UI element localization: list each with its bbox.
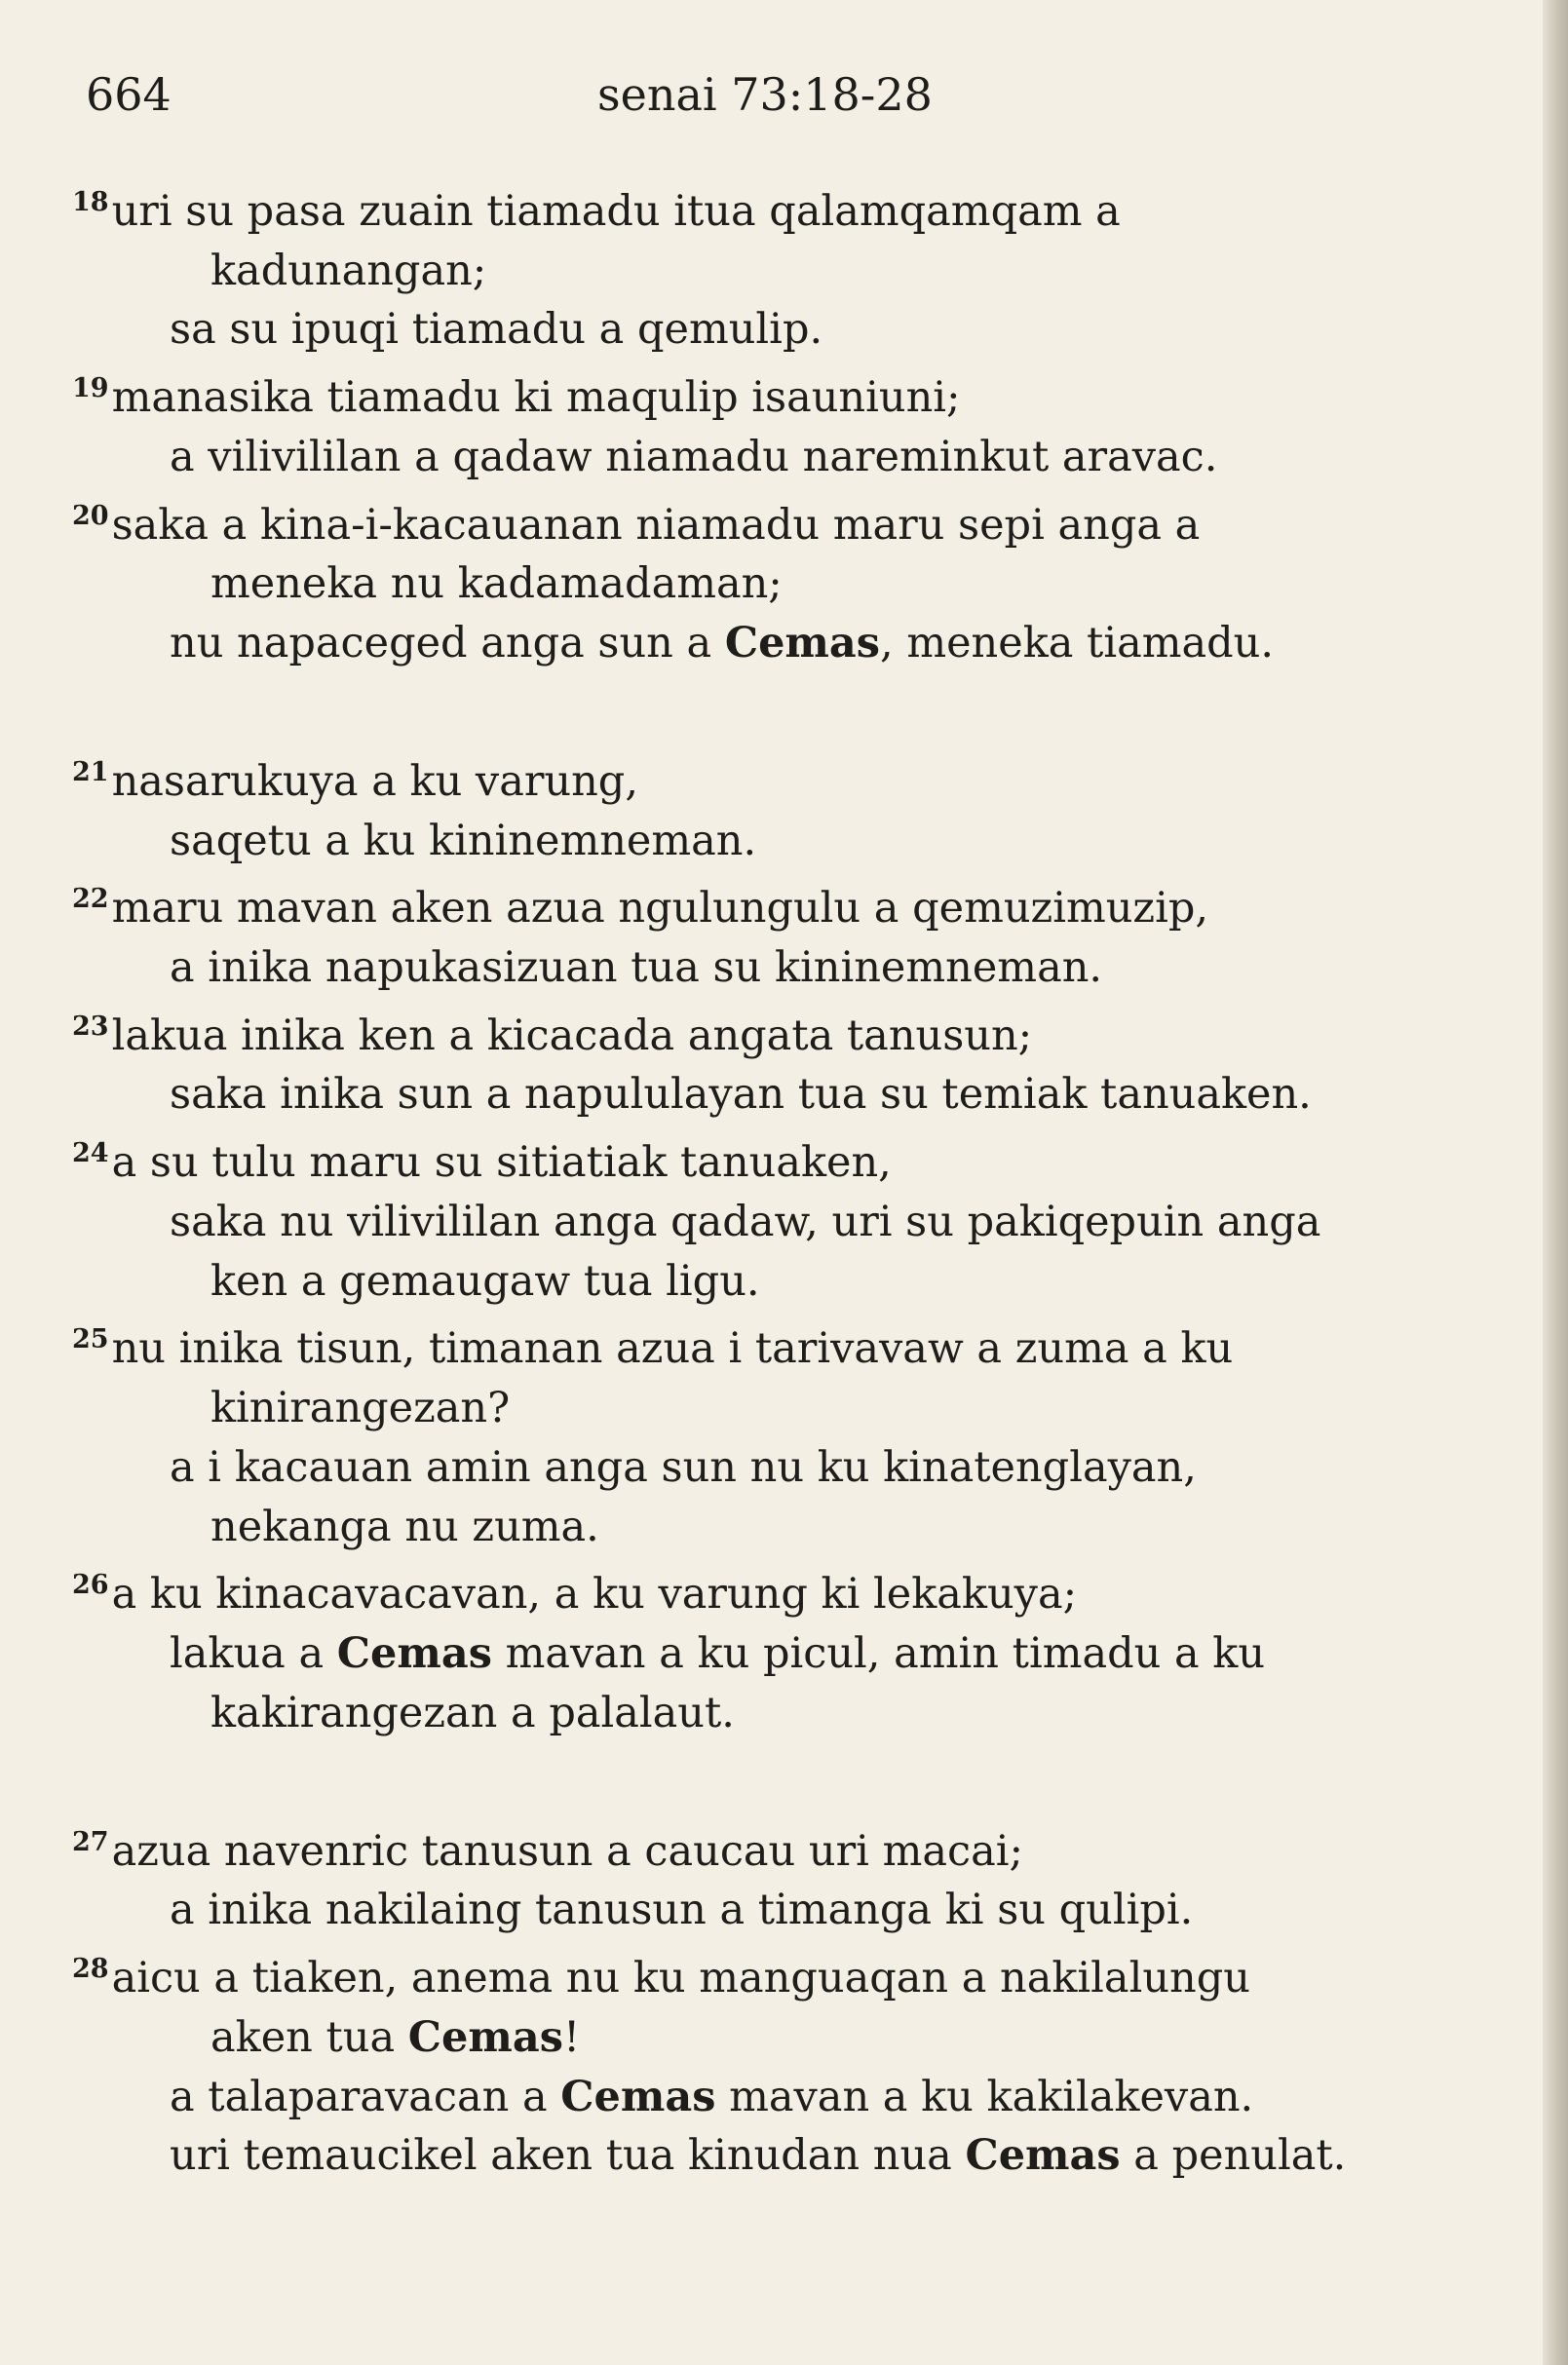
verse-text: kinirangezan? bbox=[210, 1384, 511, 1433]
stanza bbox=[72, 744, 1394, 1743]
verse-number: 24 bbox=[72, 1138, 109, 1169]
verse-text: mavan a ku kakilakevan. bbox=[715, 2072, 1254, 2121]
verse-line bbox=[72, 870, 1394, 938]
verse-number: 25 bbox=[72, 1324, 109, 1355]
verse-line bbox=[127, 2126, 1394, 2186]
verse-text: aken tua bbox=[210, 2012, 408, 2062]
verse-number: 19 bbox=[72, 373, 109, 404]
verse-text: aicu a tiaken, anema nu ku manguaqan a nakilalungu bbox=[111, 1954, 1250, 2003]
verse-text: nasarukuya a ku varung, bbox=[111, 756, 638, 806]
verse-text: nu napaceged anga sun a bbox=[170, 619, 725, 668]
stanza bbox=[72, 173, 1394, 673]
verse-number: 18 bbox=[72, 187, 109, 217]
verse-text: saka inika sun a napululayan tua su temiak tanuaken. bbox=[170, 1070, 1312, 1120]
verse-text: maru mavan aken azua ngulungulu a qemuzimuzip, bbox=[111, 884, 1209, 934]
verse-number: 27 bbox=[72, 1826, 109, 1857]
divine-name: Cemas bbox=[965, 2131, 1121, 2181]
verse-22 bbox=[72, 870, 1394, 997]
verse-line bbox=[127, 1684, 1394, 1743]
verse-text: lakua inika ken a kicacada angata tanusun; bbox=[111, 1011, 1033, 1060]
verse-text: saqetu a ku kininemneman. bbox=[170, 816, 757, 865]
verse-text: saka a kina-i-kacauanan niamadu maru sepi anga a bbox=[111, 500, 1201, 550]
verse-text: lakua a bbox=[170, 1629, 337, 1679]
verse-line bbox=[127, 614, 1394, 673]
verse-text: azua navenric tanusun a caucau uri macai; bbox=[111, 1826, 1023, 1876]
divine-name: Cemas bbox=[724, 619, 880, 668]
verse-line bbox=[127, 812, 1394, 871]
verse-text: a inika napukasizuan tua su kininemneman. bbox=[170, 942, 1103, 992]
verse-number: 23 bbox=[72, 1011, 109, 1042]
verse-line bbox=[127, 1438, 1394, 1498]
verse-line bbox=[127, 1881, 1394, 1940]
verse-text: a inika nakilaing tanusun a timanga ki su qulipi. bbox=[170, 1886, 1194, 1935]
verse-line bbox=[72, 360, 1394, 428]
verse-line bbox=[127, 2068, 1394, 2127]
stanza-gap bbox=[127, 1743, 1394, 1813]
verse-line bbox=[72, 1556, 1394, 1624]
verse-19 bbox=[72, 360, 1394, 486]
verse-text: , meneka tiamadu. bbox=[880, 619, 1275, 668]
verse-18 bbox=[72, 173, 1394, 360]
verse-line bbox=[127, 1065, 1394, 1125]
verse-text: mavan a ku picul, amin timadu a ku bbox=[491, 1629, 1266, 1679]
stanza-gap bbox=[127, 673, 1394, 744]
verse-text: uri temaucikel aken tua kinudan nua bbox=[170, 2131, 966, 2181]
verse-text: a penulat. bbox=[1120, 2131, 1347, 2181]
verse-line bbox=[72, 998, 1394, 1066]
divine-name: Cemas bbox=[407, 2012, 563, 2062]
verse-line bbox=[127, 2008, 1394, 2068]
verse-line bbox=[127, 1193, 1394, 1252]
page-edge bbox=[1543, 0, 1568, 2365]
verse-line bbox=[72, 1813, 1394, 1882]
verse-text: kakirangezan a palalaut. bbox=[210, 1688, 735, 1737]
verse-line bbox=[127, 300, 1394, 360]
verse-21 bbox=[72, 744, 1394, 870]
verse-line bbox=[127, 1379, 1394, 1438]
verse-text: a talaparavacan a bbox=[170, 2072, 561, 2121]
verse-text: sa su ipuqi tiamadu a qemulip. bbox=[170, 305, 823, 355]
running-head: senai 73:18-28 bbox=[597, 68, 933, 121]
verse-line bbox=[72, 1311, 1394, 1379]
verse-20 bbox=[72, 487, 1394, 673]
verse-23 bbox=[72, 998, 1394, 1125]
verse-text: meneka nu kadamadaman; bbox=[210, 559, 783, 609]
verse-text: saka nu vilivililan anga qadaw, uri su pakiqepuin anga bbox=[170, 1197, 1321, 1246]
verse-line bbox=[72, 487, 1394, 555]
verse-line bbox=[72, 173, 1394, 242]
verse-text: kadunangan; bbox=[210, 246, 487, 295]
verse-26 bbox=[72, 1556, 1394, 1742]
verse-line bbox=[72, 1125, 1394, 1193]
verse-number: 28 bbox=[72, 1954, 109, 1985]
verse-line bbox=[127, 938, 1394, 998]
verse-text: uri su pasa zuain tiamadu itua qalamqamqam a bbox=[111, 186, 1121, 236]
divine-name: Cemas bbox=[560, 2072, 716, 2121]
verse-28 bbox=[72, 1940, 1394, 2186]
verse-text: ! bbox=[562, 2012, 581, 2062]
verse-text: ken a gemaugaw tua ligu. bbox=[210, 1256, 760, 1306]
verse-line bbox=[72, 1940, 1394, 2008]
verse-line bbox=[127, 1498, 1394, 1557]
verse-24 bbox=[72, 1125, 1394, 1311]
verse-number: 21 bbox=[72, 756, 109, 787]
page-header bbox=[86, 58, 1451, 127]
verse-text: nekanga nu zuma. bbox=[210, 1502, 599, 1551]
verse-number: 22 bbox=[72, 884, 109, 915]
verse-text: a su tulu maru su sitiatiak tanuaken, bbox=[111, 1138, 892, 1188]
verse-number: 26 bbox=[72, 1570, 109, 1601]
verse-line bbox=[127, 554, 1394, 614]
verse-text: a i kacauan amin anga sun nu ku kinatenglayan, bbox=[170, 1442, 1197, 1492]
verse-text: a ku kinacavacavan, a ku varung ki lekakuya; bbox=[111, 1570, 1078, 1620]
verse-text: a vilivililan a qadaw niamadu nareminkut aravac. bbox=[170, 432, 1218, 481]
psalm-text bbox=[72, 173, 1394, 2186]
divine-name: Cemas bbox=[336, 1629, 492, 1679]
verse-27 bbox=[72, 1813, 1394, 1940]
verse-line bbox=[127, 428, 1394, 487]
verse-line bbox=[72, 744, 1394, 812]
verse-line bbox=[127, 1252, 1394, 1312]
verse-text: manasika tiamadu ki maqulip isauniuni; bbox=[111, 373, 961, 423]
verse-line bbox=[127, 1624, 1394, 1684]
verse-text: nu inika tisun, timanan azua i tarivavaw a zuma a ku bbox=[111, 1324, 1234, 1374]
page-number: 664 bbox=[86, 68, 172, 121]
stanza bbox=[72, 1813, 1394, 2186]
verse-number: 20 bbox=[72, 500, 109, 531]
verse-25 bbox=[72, 1311, 1394, 1556]
verse-line bbox=[127, 242, 1394, 301]
